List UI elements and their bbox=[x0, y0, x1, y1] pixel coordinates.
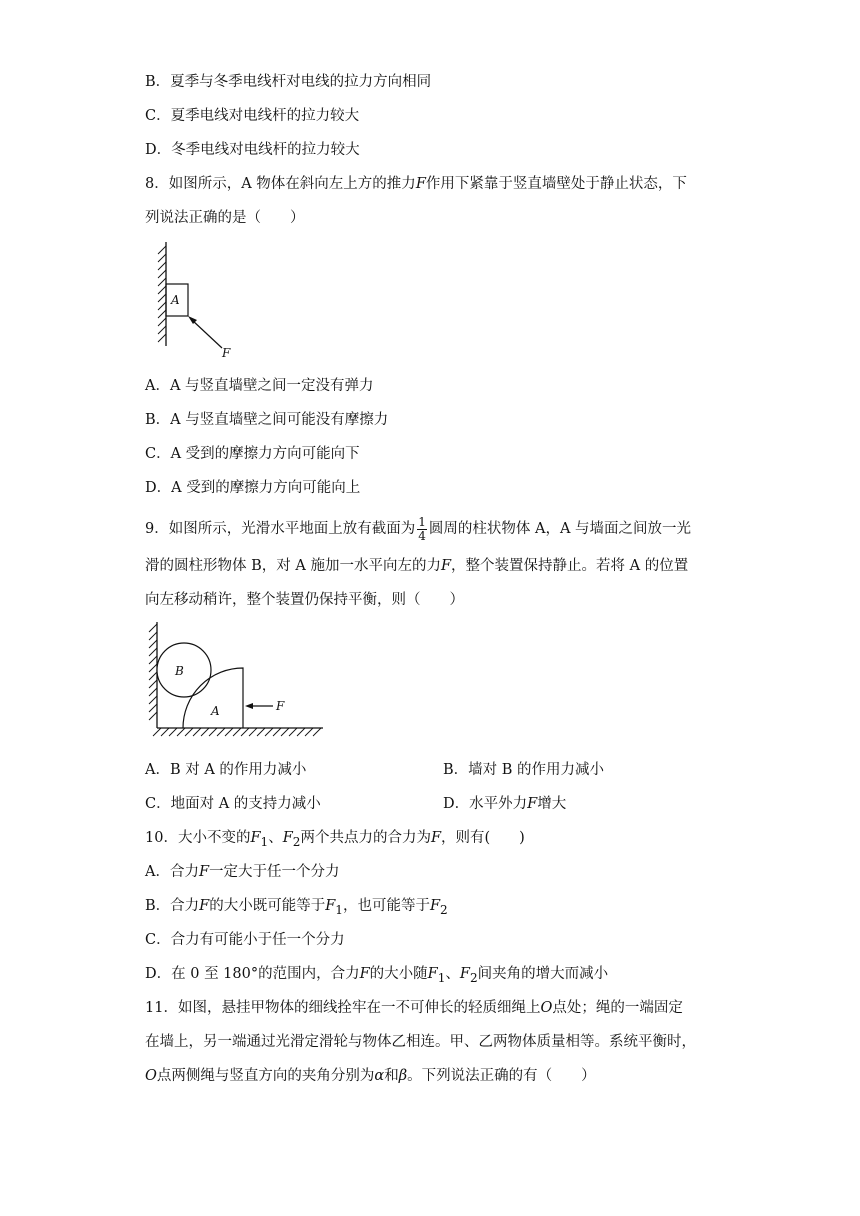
q10-option-c: C．合力有可能小于任一个分力 bbox=[145, 932, 345, 948]
q10-option-a: A．合力F一定大于任一个分力 bbox=[145, 864, 340, 880]
q7-option-d: D．冬季电线对电线杆的拉力较大 bbox=[145, 142, 360, 158]
q9-ground-hatching bbox=[153, 728, 321, 736]
q8-option-c: C．A 受到的摩擦力方向可能向下 bbox=[145, 446, 360, 462]
q9-stem-line2: 滑的圆柱形物体 B，对 A 施加一水平向左的力F，整个装置保持静止。若将 A 的位置 bbox=[145, 558, 689, 574]
q10-stem: 10．大小不变的$F_1$、$F_2$两个共点力的合力为F，则有( ) bbox=[145, 830, 525, 849]
q9-fraction: $\frac{1}{4}$ bbox=[418, 514, 426, 543]
q9-label-b: B bbox=[175, 664, 184, 678]
q9-option-a: A．B 对 A 的作用力减小 bbox=[145, 762, 307, 778]
q7-option-b: B．夏季与冬季电线杆对电线的拉力方向相同 bbox=[145, 74, 432, 90]
q11-stem-line2: 在墙上，另一端通过光滑定滑轮与物体乙相连。甲、乙两物体质量相等。系统平衡时， bbox=[145, 1034, 696, 1050]
q9-stem-line1: 9．如图所示，光滑水平地面上放有截面为 $\frac{1}{4}$ 圆周的柱状物体 A，A 与墙面之间放一光 bbox=[145, 514, 692, 543]
q8-block-label: A bbox=[171, 293, 180, 307]
q9-force-label: F bbox=[276, 699, 285, 713]
q10-option-d: D．在 0 至 180°的范围内，合力F的大小随$F_1$、$F_2$间夹角的增大而减小 bbox=[145, 966, 609, 985]
q8-figure bbox=[150, 240, 250, 365]
q7-option-c: C．夏季电线对电线杆的拉力较大 bbox=[145, 108, 360, 124]
q11-stem-line3: O点两侧绳与竖直方向的夹角分别为α和β。下列说法正确的有（ ） bbox=[145, 1068, 596, 1084]
q9-option-b: B．墙对 B 的作用力减小 bbox=[443, 762, 605, 778]
q9-force-arrowhead bbox=[245, 703, 253, 709]
q8-force-label: F bbox=[222, 346, 231, 360]
q9-figure bbox=[145, 618, 330, 748]
q10-option-b: B．合力F的大小既可能等于$F_1$，也可能等于$F_2$ bbox=[145, 898, 448, 917]
q8-force-arrow bbox=[192, 320, 222, 348]
q8-option-d: D．A 受到的摩擦力方向可能向上 bbox=[145, 480, 361, 496]
q9-cylinder-b bbox=[157, 643, 211, 697]
q8-option-a: A．A 与竖直墙壁之间一定没有弹力 bbox=[145, 378, 374, 394]
q9-stem-line3: 向左移动稍许，整个装置仍保持平衡，则（ ） bbox=[145, 592, 464, 608]
q9-option-d: D．水平外力F增大 bbox=[443, 796, 567, 812]
q8-option-b: B．A 与竖直墙壁之间可能没有摩擦力 bbox=[145, 412, 389, 428]
q8-stem-line2: 列说法正确的是（ ） bbox=[145, 210, 305, 226]
q8-wall-hatching bbox=[158, 246, 166, 342]
q9-label-a: A bbox=[211, 704, 220, 718]
q9-option-c: C．地面对 A 的支持力减小 bbox=[145, 796, 321, 812]
q11-stem-line1: 11．如图，悬挂甲物体的细线拴牢在一不可伸长的轻质细绳上O点处；绳的一端固定 bbox=[145, 1000, 683, 1016]
q9-wall-hatching bbox=[149, 624, 157, 720]
q8-stem-line1: 8．如图所示，A 物体在斜向左上方的推力F作用下紧靠于竖直墙壁处于静止状态，下 bbox=[145, 176, 687, 192]
